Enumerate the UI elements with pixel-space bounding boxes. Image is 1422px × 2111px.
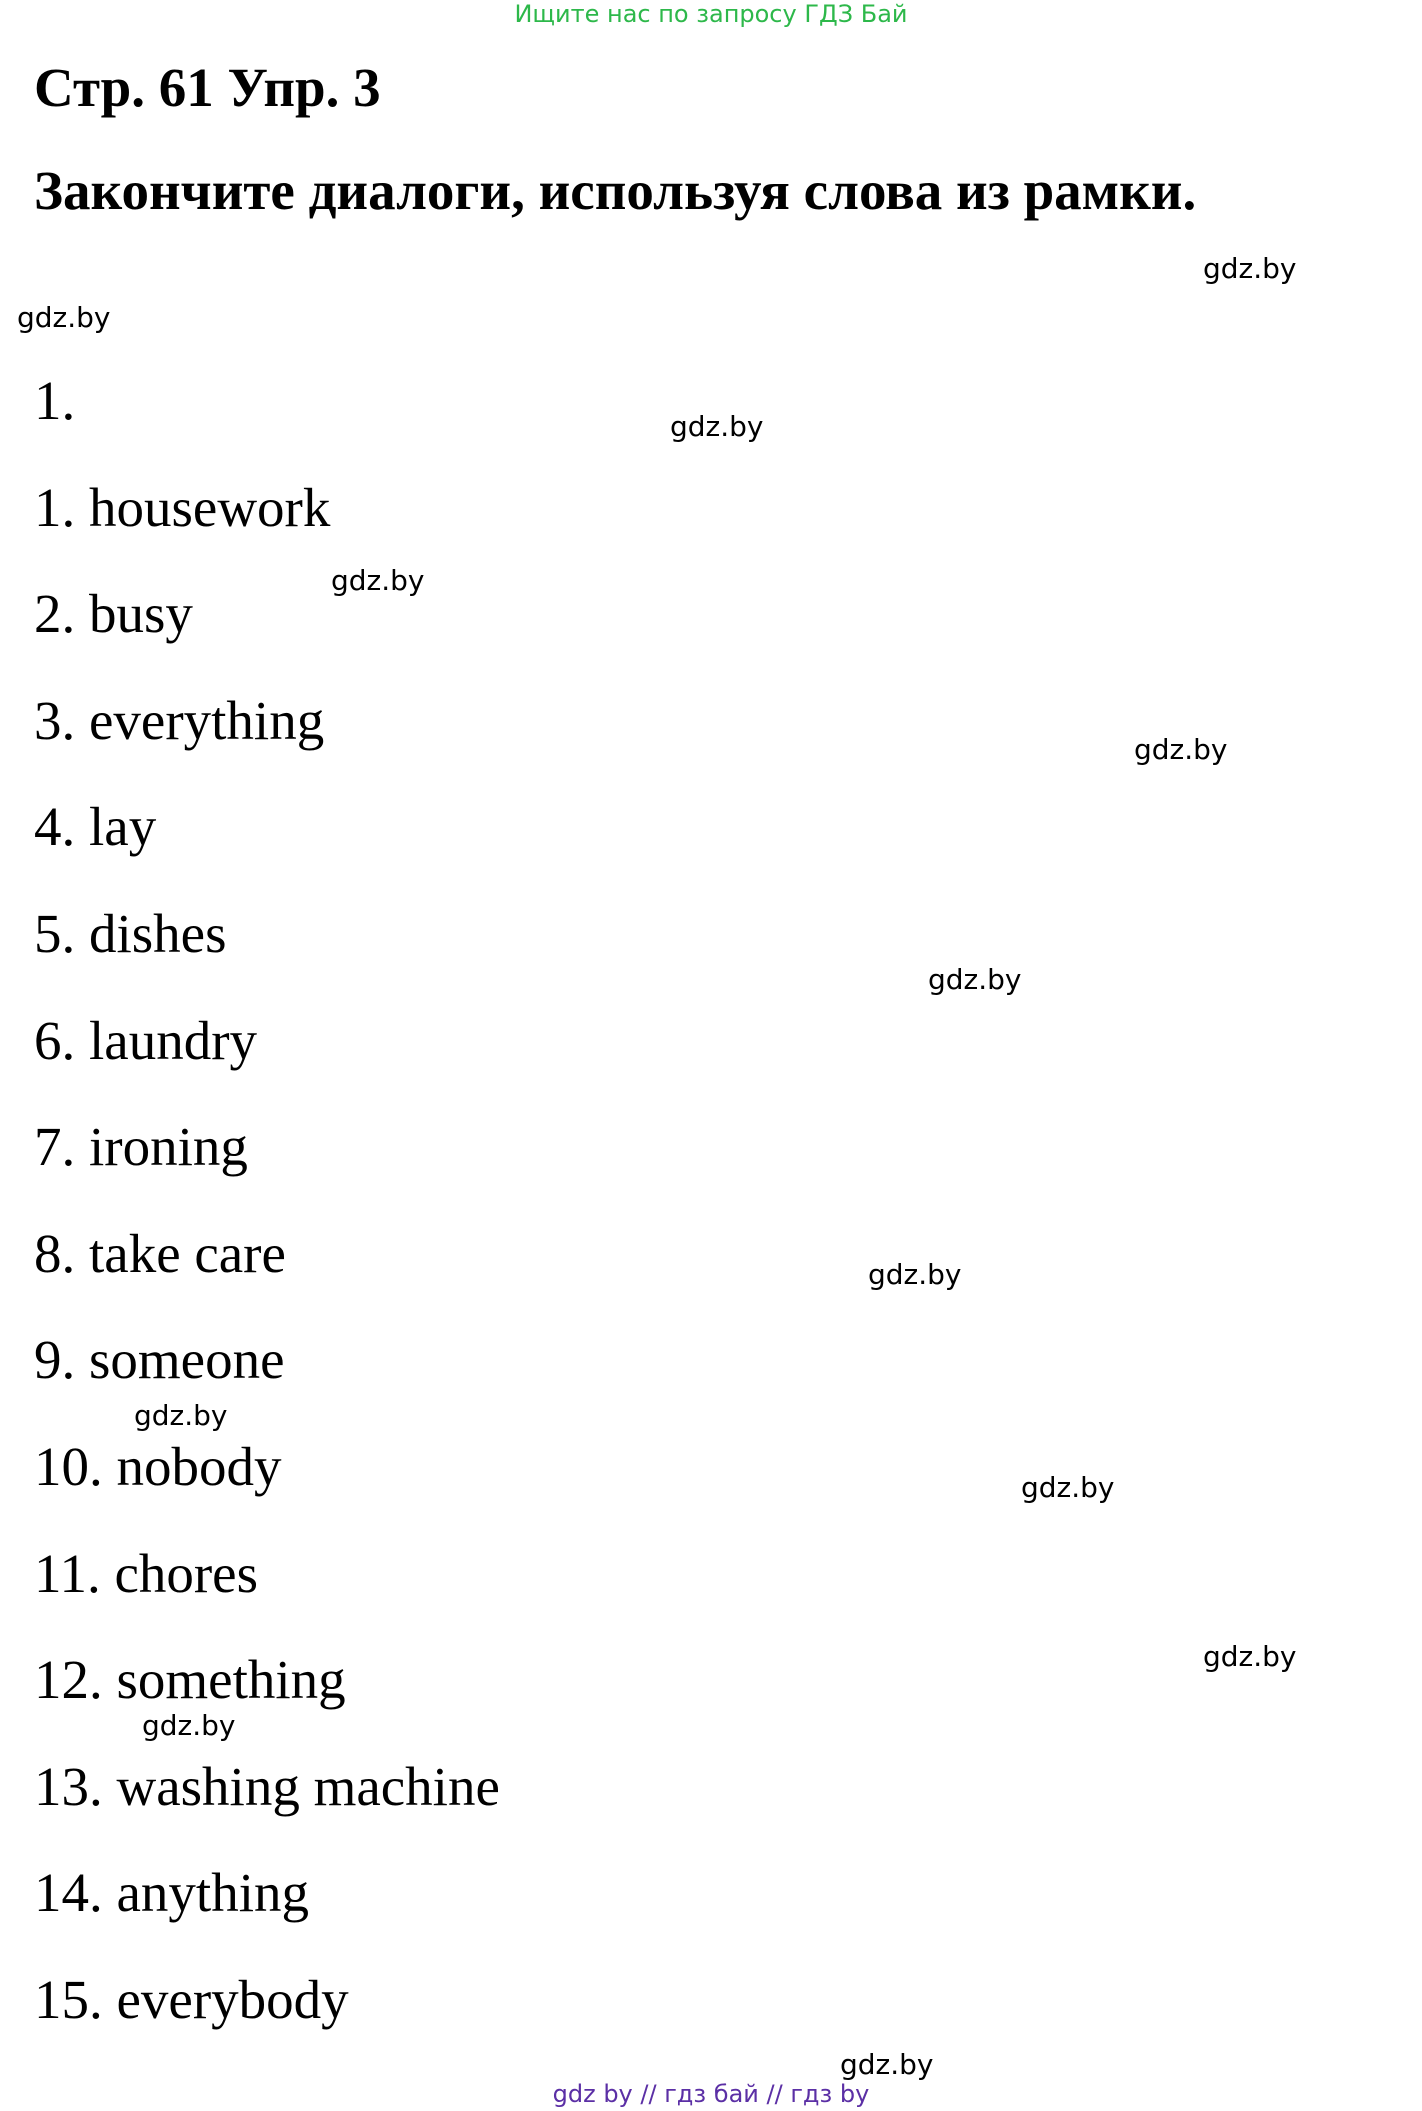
watermark: gdz.by <box>868 1258 962 1291</box>
answer-item: 2. busy <box>34 583 193 645</box>
answer-item: 8. take care <box>34 1222 286 1284</box>
answer-item: 14. anything <box>34 1862 309 1924</box>
answer-item: 5. dishes <box>34 902 227 964</box>
answer-item: 12. something <box>34 1649 346 1711</box>
top-banner[interactable]: Ищите нас по запросу ГДЗ Бай <box>514 0 908 28</box>
watermark: gdz.by <box>1134 733 1228 766</box>
answer-item: 10. nobody <box>34 1435 282 1497</box>
watermark: gdz.by <box>17 301 111 334</box>
watermark: gdz.by <box>1203 252 1297 285</box>
watermark: gdz.by <box>142 1709 236 1742</box>
answer-item: 15. everybody <box>34 1968 349 2030</box>
footer-links[interactable]: gdz by // гдз бай // гдз by <box>552 2080 870 2108</box>
watermark: gdz.by <box>331 564 425 597</box>
page-title: Стр. 61 Упр. 3 <box>34 57 381 118</box>
answer-item: 11. chores <box>34 1542 259 1604</box>
answer-item: 9. someone <box>34 1329 285 1391</box>
watermark: gdz.by <box>134 1399 228 1432</box>
watermark: gdz.by <box>1021 1471 1115 1504</box>
answer-item: 1. housework <box>34 476 331 538</box>
answer-item: 6. laundry <box>34 1009 258 1071</box>
exercise-instruction: Закончите диалоги, используя слова из рамки. <box>34 160 1197 221</box>
answer-list <box>34 368 500 2074</box>
answer-item: 3. everything <box>34 689 325 751</box>
watermark: gdz.by <box>1203 1640 1297 1673</box>
answer-item: 4. lay <box>34 796 157 858</box>
answer-item-header: 1. <box>34 370 76 431</box>
watermark: gdz.by <box>840 2048 934 2081</box>
answer-item: 13. washing machine <box>34 1755 500 1817</box>
watermark: gdz.by <box>670 410 764 443</box>
watermark: gdz.by <box>928 963 1022 996</box>
answer-item: 7. ironing <box>34 1116 248 1178</box>
